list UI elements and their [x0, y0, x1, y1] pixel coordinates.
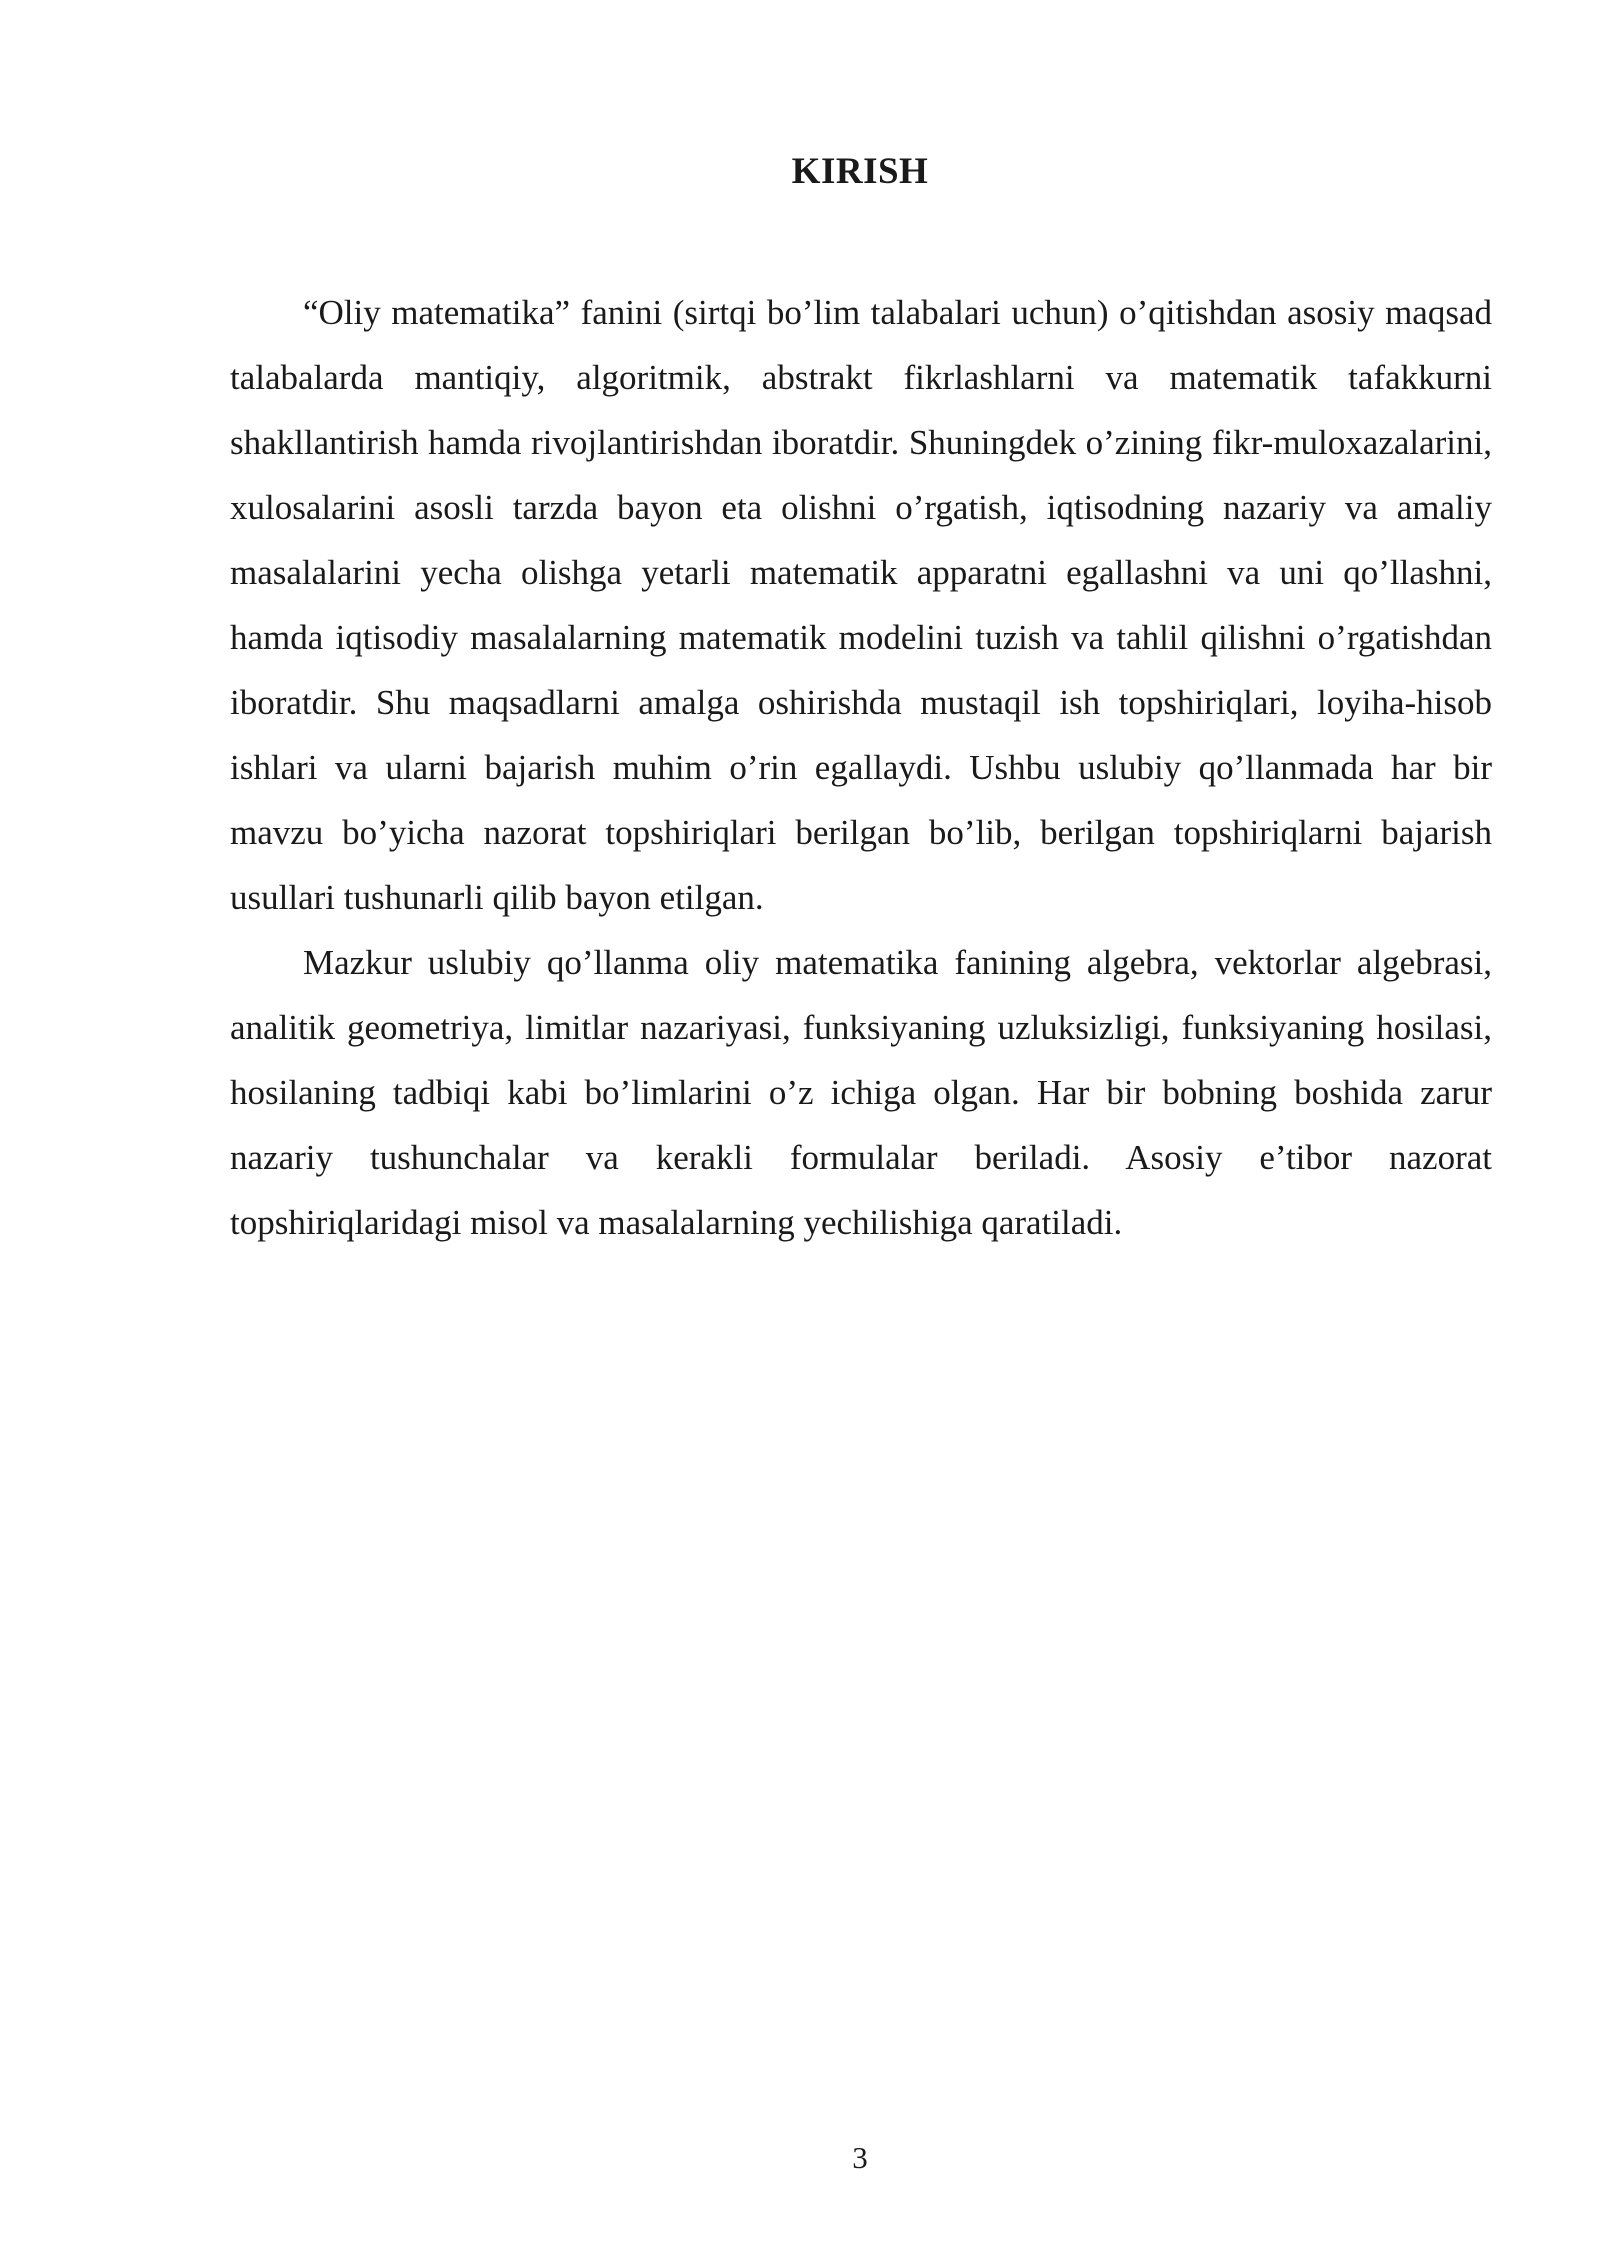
body-text — [230, 280, 1492, 1255]
page-title: KIRISH — [791, 151, 929, 192]
paragraph-2: Mazkur uslubiy qo’llanma oliy matematika fanining algebra, vektorlar algebrasi, analitik geometriya, limitlar nazariyasi, funksiyaning uzluksizligi, funksiyaning hosilasi, hosilaning tadbiqi kabi bo’limlarini o’z ichiga olgan. Har bir bobning boshida zarur nazariy tushunchalar va kerakli formulalar beriladi. Asosiy e’tibor nazorat topshiriqlaridagi misol va masalalarning yechilishiga qaratiladi. — [230, 943, 1492, 1242]
page-number: 3 — [852, 2140, 868, 2175]
paragraph-1: “Oliy matematika” fanini (sirtqi bo’lim talabalari uchun) o’qitishdan asosiy maqsad talabalarda mantiqiy, algoritmik, abstrakt fikrlashlarni va matematik tafakkurni shakllantirish hamda rivojlantirishdan iboratdir. Shuningdek o’zining fikr-muloxazalarini, xulosalarini asosli tarzda bayon eta olishni o’rgatish, iqtisodning nazariy va amaliy masalalarini yecha olishga yetarli matematik apparatni egallashni va uni qo’llashni, hamda iqtisodiy masalalarning matematik modelini tuzish va tahlil qilishni o’rgatishdan iboratdir. Shu maqsadlarni amalga oshirishda mustaqil ish topshiriqlari, loyiha-hisob ishlari va ularni bajarish muhim o’rin egallaydi. Ushbu uslubiy qo’llanmada har bir mavzu bo’yicha nazorat topshiriqlari berilgan bo’lib, berilgan topshiriqlarni bajarish usullari tushunarli qilib bayon etilgan. — [230, 293, 1492, 917]
